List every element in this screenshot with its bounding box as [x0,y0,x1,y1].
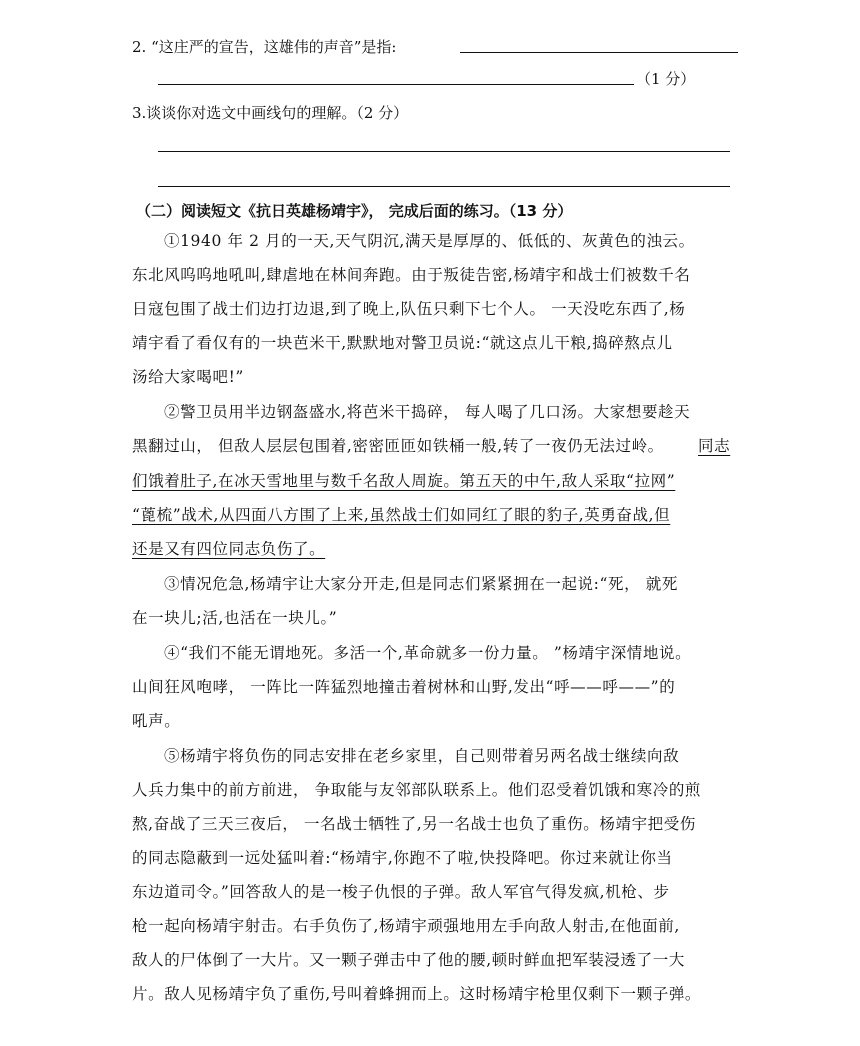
passage-line: ⑤杨靖宇将负伤的同志安排在老乡家里，自己则带着另两名战士继续向敌 [164,747,680,765]
passage-line: ④“我们不能无谓地死。多活一个,革命就多一份力量。 ”杨靖宇深情地说。 [164,644,692,662]
question-3-answer-blank-2[interactable] [158,186,730,187]
question-2-answer-blank-2[interactable] [158,84,634,85]
passage-line: 东北风呜呜地吼叫,肆虐地在林间奔跑。由于叛徒告密,杨靖宇和战士们被数千名 [132,266,691,284]
passage-line: 片。敌人见杨靖宇负了重伤,号叫着蜂拥而上。这时杨靖宇枪里仅剩下一颗子弹。 [132,985,702,1003]
passage-line: 东边道司令。”回答敌人的是一梭子仇恨的子弹。敌人军官气得发疯,机枪、步 [132,883,670,901]
underlined-sentence: 们饿着肚子,在冰天雪地里与数千名敌人周旋。第五天的中午,敌人采取“拉网” [132,472,676,490]
passage-line: 靖宇看了看仅有的一块芭米干,默默地对警卫员说:“就这点儿干粮,捣碎熬点儿 [132,334,673,352]
passage-line: 山间狂风咆哮， 一阵比一阵猛烈地撞击着树林和山野,发出“呼——呼——”的 [132,678,676,696]
question-2-answer-blank-1[interactable] [460,52,738,53]
underlined-sentence: 还是又有四位同志负伤了。 [132,540,326,558]
passage-line: ①1940 年 2 月的一天,天气阴沉,满天是厚厚的、低低的、灰黄色的浊云。 [164,232,695,250]
underlined-sentence: 同志 [698,437,731,455]
passage-line: ②警卫员用半边钢盔盛水,将芭米干捣碎， 每人喝了几口汤。大家想要趁天 [164,403,691,421]
passage-line: ③情况危急,杨靖宇让大家分开走,但是同志们紧紧拥在一起说:“死， 就死 [164,575,678,593]
passage-line: 敌人的尸体倒了一大片。又一颗子弹击中了他的腰,顿时鲜血把军装浸透了一大 [132,951,685,969]
question-2-score: （1 分） [636,70,696,88]
passage-line: 日寇包围了战士们边打边退,到了晚上,队伍只剩下七个人。 一天没吃东西了,杨 [132,300,686,318]
question-3-label: 3.谈谈你对选文中画线句的理解。（2 分） [132,104,409,122]
question-2-label: 2. “这庄严的宣告，这雄伟的声音”是指: [132,38,397,56]
passage-line: 枪一起向杨靖宇射击。右手负伤了,杨靖宇顽强地用左手向敌人射击,在他面前, [132,917,680,935]
underlined-sentence: “蓖梳”战术,从四面八方围了上来,虽然战士们如同红了眼的豹子,英勇奋战,但 [132,506,671,524]
passage-line: 的同志隐蔽到一远处猛叫着:“杨靖宇,你跑不了啦,快投降吧。你过来就让你当 [132,849,673,867]
passage-line: 黑翻过山， 但敌人层层包围着,密密匝匝如铁桶一般,转了一夜仍无法过岭。 [132,437,664,455]
question-3-answer-blank-1[interactable] [158,151,730,152]
passage-line: 吼声。 [132,712,181,730]
passage-line: 人兵力集中的前方前进， 争取能与友邻部队联系上。他们忍受着饥饿和寒冷的煎 [132,781,702,799]
passage-line: 熬,奋战了三天三夜后， 一名战士牺牲了,另一名战士也负了重伤。杨靖宇把受伤 [132,815,696,833]
section-2-heading: （二）阅读短文《抗日英雄杨靖宇》， 完成后面的练习。（13 分） [136,202,573,220]
passage-line: 在一块儿;活,也活在一块儿。” [132,609,338,627]
passage-line: 汤给大家喝吧!” [132,368,244,386]
